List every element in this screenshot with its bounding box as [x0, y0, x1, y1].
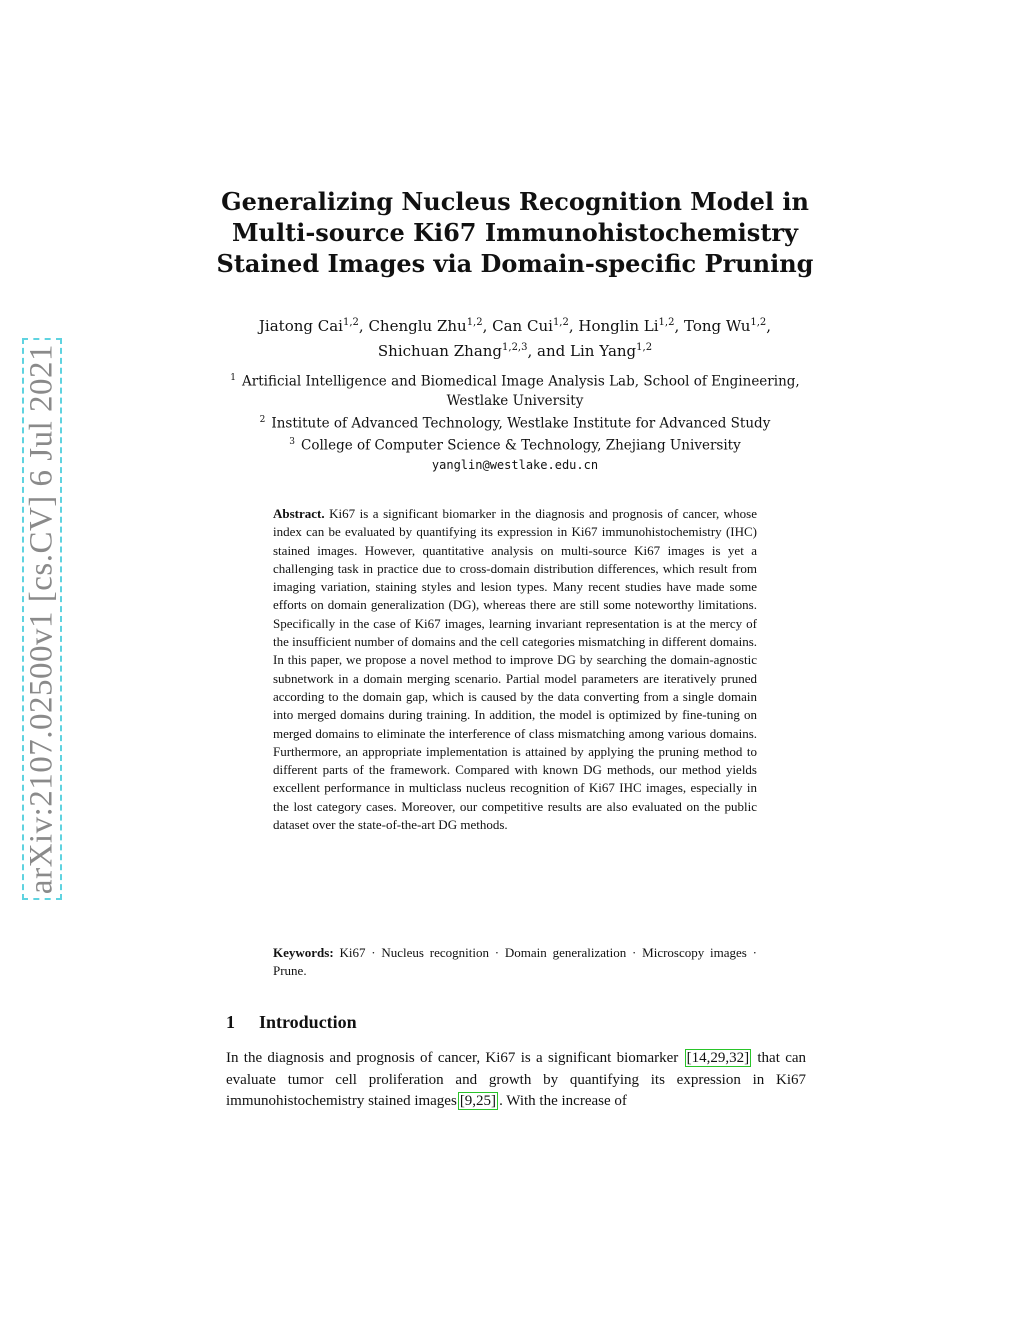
affiliation-list — [220, 369, 810, 475]
abstract — [273, 505, 757, 834]
author: Lin Yang$^{1,2}$ — [570, 342, 653, 360]
citation-link[interactable]: [9,25] — [459, 1093, 497, 1109]
citation-link[interactable]: [14,29,32] — [686, 1050, 750, 1066]
arxiv-identifier[interactable]: arXiv:2107.02500v1 [cs.CV] 6 Jul 2021 — [23, 343, 60, 895]
author-list: Jiatong Cai$^{1,2}$, Chenglu Zhu$^{1,2}$, Can Cui$^{1,2}$, Honglin Li$^{1,2}$, Tong Wu$^{1,2}$, Shichuan Zhang$^{1,2,3}$, and Lin Yang$^{1,2}$ — [258, 317, 772, 360]
affiliation: $^1$ Artificial Intelligence and Biomedical Image Analysis Lab, School of Engineering, Westlake University — [230, 373, 800, 409]
author: Honglin Li$^{1,2}$ — [578, 317, 675, 335]
abstract-text: Ki67 is a significant biomarker in the diagnosis and prognosis of cancer, whose index can be evaluated by quantifying its expression in Ki67 immunohistochemistry (IHC) stained images. However, quantitative analysis on multi-source Ki67 images is yet a challenging task in practice due to cross-domain distribution differences, which result from imaging variation, staining styles and lesion types. Many recent studies have made some efforts on domain generalization (DG), whereas there are still some noteworthy limitations. Specifically in the case of Ki67 images, learning invariant representation is at the mercy of the insufficient number of domains and the cell categories mismatching in different domains. In this paper, we propose a novel method to improve DG by searching the domain-agnostic subnetwork in a domain merging scenario. Partial model parameters are iteratively pruned according to the domain gap, which is caused by the data converting from a single domain into merged domains during training. In addition, the model is optimized by fine-tuning on merged domains to eliminate the interference of class mismatching among various domains. Furthermore, an appropriate implementation is attained by applying the pruning method to different parts of the framework. Compared with known DG methods, our method yields excellent performance in multiclass nucleus recognition of Ki67 IHC images, especially in the lost category cases. Moreover, our competitive results are also evaluated on the public dataset over the state-of-the-art DG methods. — [273, 506, 757, 833]
author: Chenglu Zhu$^{1,2}$ — [368, 317, 483, 335]
keywords-text: Ki67 · Nucleus recognition · Domain generalization · Microscopy images · Prune. — [273, 945, 757, 979]
affiliation: $^3$ College of Computer Science & Technology, Zhejiang University — [289, 437, 741, 454]
affiliation: $^2$ Institute of Advanced Technology, Westlake Institute for Advanced Study — [259, 414, 771, 431]
paper-title: Generalizing Nucleus Recognition Model in Multi-source Ki67 Immunohistochemistry Stained Images via Domain-specific Pruning — [216, 187, 814, 278]
intro-paragraph: In the diagnosis and prognosis of cancer, Ki67 is a significant biomarker [14,29,32] that can evaluate tumor cell proliferation and growth by quantifying its expression in Ki67 immunohistochemistry stained images [9,25] . With the increase of — [226, 1050, 807, 1109]
author: Shichuan Zhang$^{1,2,3}$ — [377, 342, 528, 360]
author: Can Cui$^{1,2}$ — [492, 317, 569, 335]
section-number: 1 — [226, 1012, 235, 1032]
keywords — [273, 944, 757, 981]
author: Tong Wu$^{1,2}$ — [684, 317, 767, 335]
abstract-label: Abstract. — [273, 506, 325, 521]
section-title: Introduction — [259, 1012, 357, 1032]
section-heading — [226, 1012, 357, 1033]
author: Jiatong Cai$^{1,2}$ — [258, 317, 359, 335]
contact-email[interactable]: yanglin@westlake.edu.cn — [431, 457, 599, 472]
keywords-label: Keywords: — [273, 945, 334, 960]
